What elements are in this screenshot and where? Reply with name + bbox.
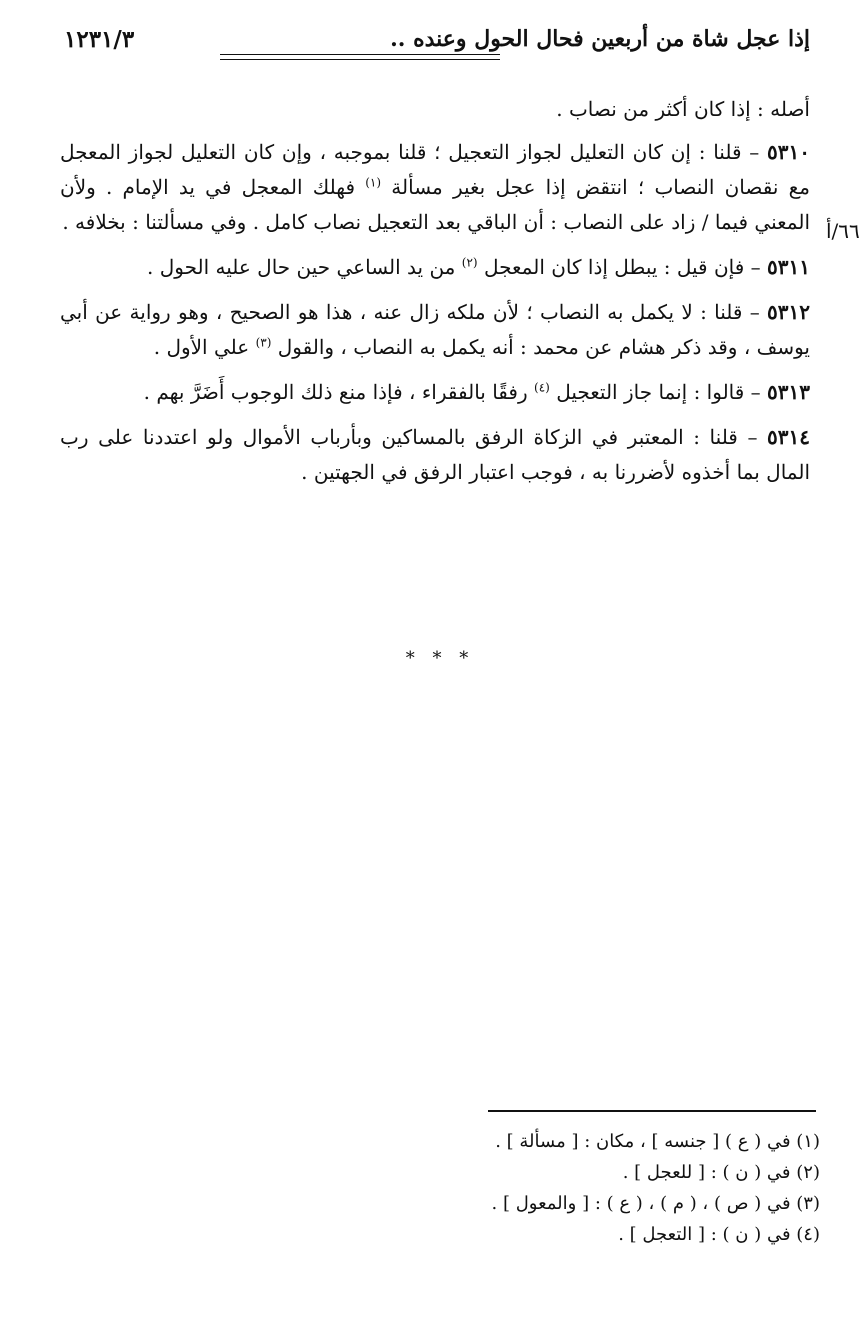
footnote-ref[interactable]: (١) xyxy=(365,175,382,190)
paragraph-text: – فإن قيل : يبطل إذا كان المعجل xyxy=(483,255,768,279)
volume-page-number: ١٢٣١/٣ xyxy=(64,26,135,53)
paragraph-5310 xyxy=(60,135,810,240)
paragraph-text: – قالوا : إنما جاز التعجيل xyxy=(556,380,768,404)
paragraph-text: من يد الساعي حين حال عليه الحول . xyxy=(147,255,462,279)
footnote-item: (٣) في ( ص ) ، ( م ) ، ( ع ) : [ والمعول ] . xyxy=(491,1193,820,1214)
paragraph-5314 xyxy=(60,420,810,490)
footnote-rule xyxy=(488,1110,816,1112)
manuscript-folio-note: ٦٦/أ xyxy=(826,219,860,243)
footnote-ref[interactable]: (٢) xyxy=(461,255,478,270)
header-double-rule xyxy=(220,54,500,60)
main-text xyxy=(60,92,810,500)
paragraph-number: ٥٣١٤ xyxy=(767,425,810,449)
running-header xyxy=(60,26,810,76)
footnote-ref[interactable]: (٣) xyxy=(255,335,272,350)
paragraph-5311 xyxy=(60,250,810,285)
footnote-item: (٢) في ( ن ) : [ للعجل ] . xyxy=(622,1162,820,1183)
paragraph-number: ٥٣١٢ xyxy=(767,300,810,324)
footnotes xyxy=(300,1126,820,1250)
paragraph-5312 xyxy=(60,295,810,365)
paragraph-text: علي الأول . xyxy=(153,335,256,359)
footnote-ref[interactable]: (٤) xyxy=(534,380,550,395)
footnote-item: (٤) في ( ن ) : [ التعجل ] . xyxy=(618,1224,820,1245)
paragraph-text: – قلنا : إن كان التعليل لجواز التعجيل ؛ قلنا بموجبه ، وإن كان التعليل لجواز المعجل مع نقصان النصاب ؛ انتقض إذا عجل بغير مسألة xyxy=(60,140,811,199)
paragraph-text: رفقًا بالفقراء ، فإذا منع ذلك الوجوب أَضَرَّ بهم . xyxy=(143,380,534,404)
running-title: إذا عجل شاة من أربعين فحال الحول وعنده .. xyxy=(390,26,810,52)
paragraph-number: ٥٣١١ xyxy=(767,255,810,279)
paragraph-text: – قلنا : لا يكمل به النصاب ؛ لأن ملكه زال عنه ، هذا هو الصحيح ، وهو رواية عن أبي يوسف ، وقد ذكر هشام عن محمد : أنه يكمل به النصاب ، والقول xyxy=(60,300,810,359)
footnote-item: (١) في ( ع ) [ جنسه ] ، مكان : [ مسألة ] . xyxy=(495,1131,820,1152)
paragraph-text: فهلك المعجل في يد الإمام . ولأن المعني فيما / زاد على النصاب : أن الباقي بعد التعجيل نصاب كامل . وفي مسألتنا : بخلافه . xyxy=(60,175,810,234)
paragraph-number: ٥٣١٣ xyxy=(767,380,810,404)
paragraph-5313 xyxy=(60,375,810,410)
opening-line: أصله : إذا كان أكثر من نصاب . xyxy=(556,97,810,121)
section-separator: * * * xyxy=(405,648,475,669)
paragraph-text: – قلنا : المعتبر في الزكاة الرفق بالمساكين وبأرباب الأموال ولو اعتددنا على رب المال بما أخذوه لأضررنا به ، فوجب اعتبار الرفق في الجهتين . xyxy=(60,425,810,484)
paragraph-number: ٥٣١٠ xyxy=(767,140,810,164)
